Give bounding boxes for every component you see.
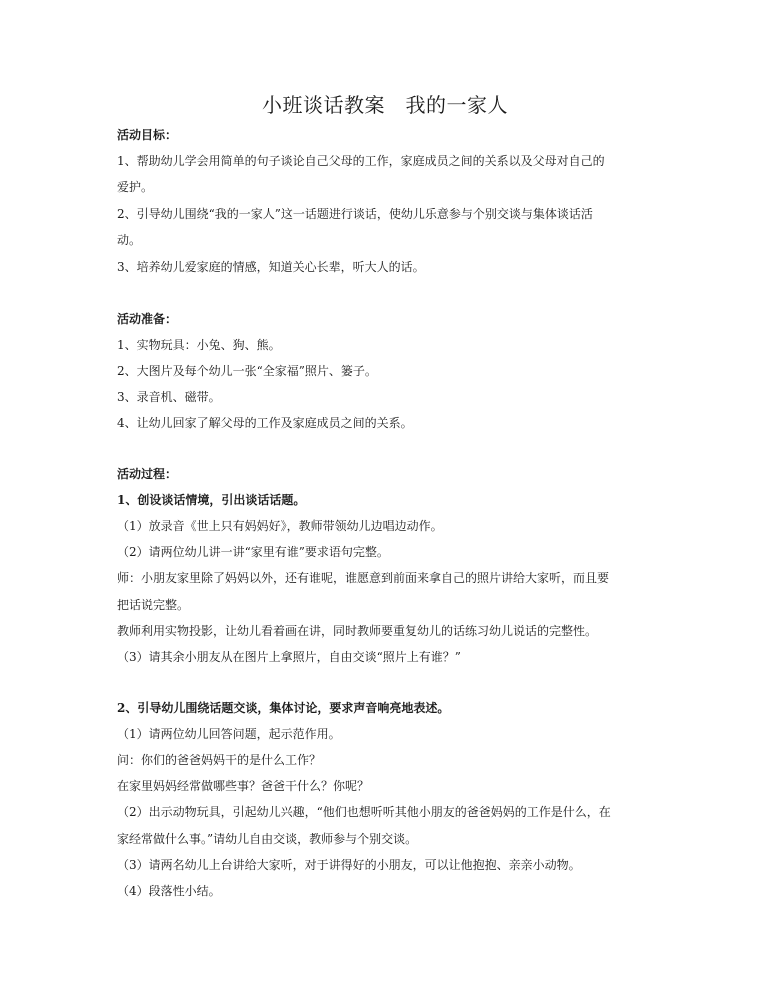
step2-line-5: （3）请两名幼儿上台讲给大家听，对于讲得好的小朋友，可以让他抱抱、亲亲小动物。 bbox=[117, 858, 581, 872]
section-heading-prep: 活动准备： bbox=[117, 312, 178, 326]
step1-line-3: 师：小朋友家里除了妈妈以外，还有谁呢，谁愿意到前面来拿自己的照片讲给大家听，而且要 bbox=[117, 571, 610, 585]
step2-heading: 2、引导幼儿围绕话题交谈，集体讨论，要求声音响亮地表述。 bbox=[117, 701, 450, 715]
step2-line-2: 问：你们的爸爸妈妈干的是什么工作？ bbox=[117, 753, 322, 767]
step1-line-2: （2）请两位幼儿讲一讲“家里有谁”要求语句完整。 bbox=[117, 545, 389, 559]
prep-line-3: 3、录音机、磁带。 bbox=[117, 390, 221, 404]
step2-line-3: 在家里妈妈经常做哪些事？爸爸干什么？你呢？ bbox=[117, 779, 370, 793]
step2-line-4: （2）出示动物玩具，引起幼儿兴趣，“他们也想听听其他小朋友的爸爸妈妈的工作是什么，在 bbox=[117, 805, 611, 819]
step2-line-6: （4）段落性小结。 bbox=[117, 884, 221, 898]
step1-heading: 1、创设谈话情境，引出谈话话题。 bbox=[117, 493, 306, 507]
goal-line-1-cont: 爱护。 bbox=[117, 180, 154, 194]
step1-line-5: （3）请其余小朋友从在图片上拿照片，自由交谈“照片上有谁？” bbox=[117, 650, 461, 664]
document-title: 小班谈话教案 我的一家人 bbox=[262, 93, 508, 117]
step2-line-4-cont: 家经常做什么事。”请幼儿自由交谈，教师参与个别交谈。 bbox=[117, 832, 418, 846]
section-heading-goals: 活动目标： bbox=[117, 128, 178, 142]
step1-line-4: 教师利用实物投影，让幼儿看着画在讲，同时教师要重复幼儿的话练习幼儿说话的完整性。 bbox=[117, 624, 598, 638]
section-heading-process: 活动过程： bbox=[117, 467, 178, 481]
step1-line-1: （1）放录音《世上只有妈妈好》，教师带领幼儿边唱边动作。 bbox=[117, 519, 443, 533]
goal-line-1: 1、帮助幼儿学会用简单的句子谈论自己父母的工作，家庭成员之间的关系以及父母对自己的 bbox=[117, 154, 605, 168]
goal-line-3: 3、培养幼儿爱家庭的情感，知道关心长辈，听大人的话。 bbox=[117, 260, 425, 274]
prep-line-2: 2、大图片及每个幼儿一张“全家福”照片、篓子。 bbox=[117, 364, 377, 378]
goal-line-2-cont: 动。 bbox=[117, 233, 142, 247]
prep-line-1: 1、实物玩具：小兔、狗、熊。 bbox=[117, 338, 281, 352]
goal-line-2: 2、引导幼儿围绕“我的一家人”这一话题进行谈话，使幼儿乐意参与个别交谈与集体谈话活 bbox=[117, 207, 593, 221]
prep-line-4: 4、让幼儿回家了解父母的工作及家庭成员之间的关系。 bbox=[117, 416, 413, 430]
step1-line-3-cont: 把话说完整。 bbox=[117, 598, 190, 612]
step2-line-1: （1）请两位幼儿回答问题，起示范作用。 bbox=[117, 727, 341, 741]
